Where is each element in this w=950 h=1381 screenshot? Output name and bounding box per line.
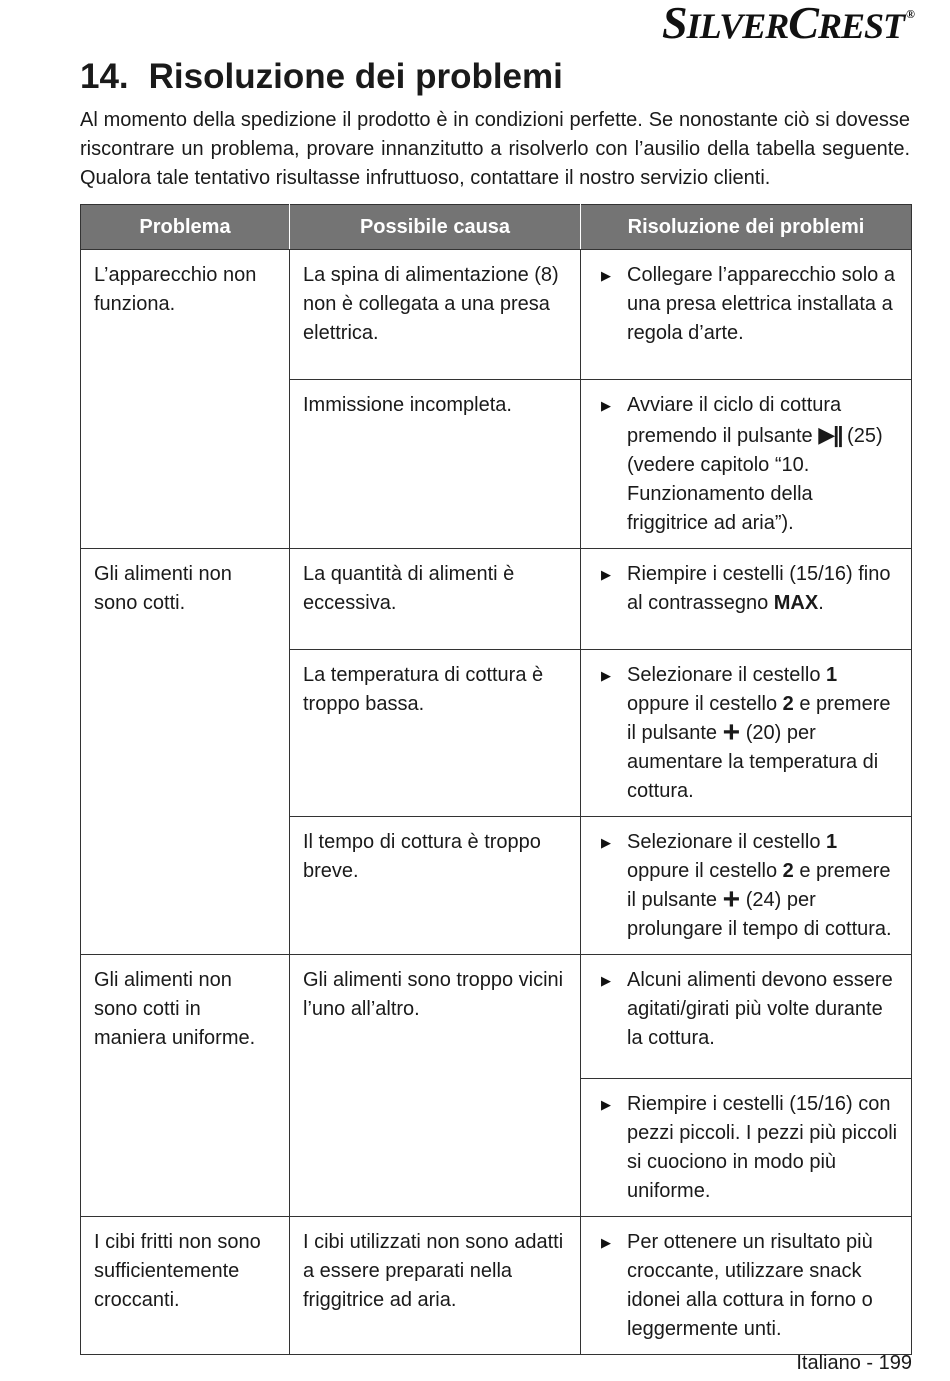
solution-text: Avviare il ciclo di cottura premendo il pulsante ▶|| (25) (vedere capitolo “10. Funzionamento della friggitrice ad aria”). [627, 394, 883, 534]
solution-text: Riempire i cestelli (15/16) fino al contrassegno MAX. [627, 563, 891, 614]
problem-cell: Gli alimenti non sono cotti. [81, 549, 290, 955]
triangle-right-icon: ▶ [601, 1235, 611, 1250]
solution-cell [581, 549, 912, 650]
problem-cell: I cibi fritti non sono sufficientemente croccanti. [81, 1217, 290, 1355]
triangle-right-icon: ▶ [601, 835, 611, 850]
table-row [81, 1217, 912, 1355]
solution-cell [581, 380, 912, 549]
cause-cell: Immissione incompleta. [290, 380, 581, 549]
problem-cell: L’apparecchio non funziona. [81, 250, 290, 549]
triangle-right-icon: ▶ [601, 268, 611, 283]
play-pause-icon: ▶|| [818, 422, 842, 447]
solution-text: Selezionare il cestello 1 oppure il cestello 2 e premere il pulsante + (24) per prolungare il tempo di cottura. [627, 831, 892, 940]
cause-cell: I cibi utilizzati non sono adatti a essere preparati nella friggitrice ad aria. [290, 1217, 581, 1355]
plus-icon: + [722, 716, 741, 749]
triangle-right-icon: ▶ [601, 1097, 611, 1112]
triangle-right-icon: ▶ [601, 973, 611, 988]
header-problem: Problema [81, 205, 290, 250]
header-solution: Risoluzione dei problemi [581, 205, 912, 250]
cause-cell: Gli alimenti sono troppo vicini l’uno all’altro. [290, 955, 581, 1217]
table-row [81, 549, 912, 650]
problem-cell: Gli alimenti non sono cotti in maniera uniforme. [81, 955, 290, 1217]
cause-cell: Il tempo di cottura è troppo breve. [290, 817, 581, 955]
solution-cell [581, 955, 912, 1079]
solution-text: Selezionare il cestello 1 oppure il cestello 2 e premere il pulsante + (20) per aumentare la temperatura di cottura. [627, 664, 891, 802]
solution-cell [581, 650, 912, 817]
solution-text: Collegare l’apparecchio solo a una presa elettrica installata a regola d’arte. [627, 264, 895, 344]
solution-cell [581, 817, 912, 955]
table-row [81, 250, 912, 380]
triangle-right-icon: ▶ [601, 668, 611, 683]
page-footer: Italiano - 199 [796, 1352, 912, 1374]
triangle-right-icon: ▶ [601, 567, 611, 582]
section-number: 14. [80, 57, 129, 96]
troubleshooting-table [80, 204, 912, 1355]
solution-text: Per ottenere un risultato più croccante, utilizzare snack idonei alla cottura in forno o leggermente unti. [627, 1231, 873, 1340]
section-title-text: Risoluzione dei problemi [148, 57, 563, 96]
solution-text: Alcuni alimenti devono essere agitati/girati più volte durante la cottura. [627, 969, 893, 1049]
intro-paragraph: Al momento della spedizione il prodotto è in condizioni perfette. Se nonostante ciò si dovesse riscontrare un problema, provare innanzitutto a risolverlo con l’ausilio della tabella seguente. Qualora tale tentativo risultasse infruttuoso, contattare il nostro servizio clienti. [80, 109, 910, 189]
section-title [80, 56, 563, 98]
cause-cell: La temperatura di cottura è troppo bassa. [290, 650, 581, 817]
cause-cell: La quantità di alimenti è eccessiva. [290, 549, 581, 650]
table-row [81, 955, 912, 1079]
solution-cell [581, 250, 912, 380]
solution-text: Riempire i cestelli (15/16) con pezzi piccoli. I pezzi più piccoli si cuociono in modo più uniforme. [627, 1093, 898, 1202]
plus-icon: + [722, 883, 741, 916]
triangle-right-icon: ▶ [601, 398, 611, 413]
header-cause: Possibile causa [290, 205, 581, 250]
table-header-row [81, 205, 912, 250]
solution-cell [581, 1079, 912, 1217]
solution-cell [581, 1217, 912, 1355]
brand-logo: SILVERCREST ® [662, 0, 914, 48]
cause-cell: La spina di alimentazione (8) non è collegata a una presa elettrica. [290, 250, 581, 380]
